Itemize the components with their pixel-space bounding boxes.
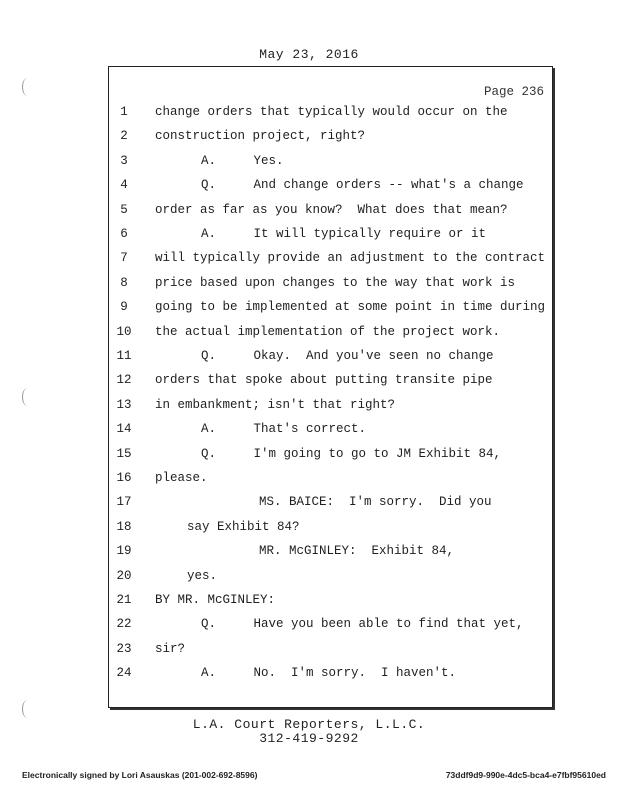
line-number: 6 <box>120 227 128 241</box>
transcript-line <box>109 325 549 345</box>
line-number: 9 <box>120 300 128 315</box>
electronic-signature-note: Electronically signed by Lori Asauskas (201-002-692-8596) <box>22 770 258 780</box>
transcript-line <box>109 227 549 247</box>
line-text: Q. I'm going to go to JM Exhibit 84, <box>201 446 502 461</box>
line-number: 20 <box>116 568 132 583</box>
line-number: 21 <box>116 593 132 607</box>
line-text: construction project, right? <box>155 129 366 144</box>
line-text: BY MR. McGINLEY: <box>155 593 276 607</box>
transcript-line <box>109 276 549 296</box>
line-text: Q. Have you been able to find that yet, <box>201 617 524 632</box>
line-text: sir? <box>155 641 186 656</box>
line-text: order as far as you know? What does that mean? <box>155 202 508 217</box>
line-number: 12 <box>116 373 132 388</box>
footer-phone: 312-419-9292 <box>259 731 359 746</box>
line-text: the actual implementation of the project work. <box>155 324 501 339</box>
transcript-line <box>109 642 549 662</box>
line-number: 15 <box>116 446 132 461</box>
transcript-line <box>109 178 549 198</box>
line-number: 19 <box>116 544 132 559</box>
line-text: A. That's correct. <box>201 422 367 437</box>
transcript-line <box>109 544 549 564</box>
line-number: 10 <box>116 324 132 339</box>
line-text: change orders that typically would occur on the <box>155 105 508 119</box>
line-number: 8 <box>120 275 128 290</box>
line-text: A. It will typically require or it <box>201 227 487 241</box>
punch-hole-mark <box>22 78 33 96</box>
transcript-line <box>109 373 549 393</box>
line-number: 16 <box>116 471 132 485</box>
punch-hole-mark <box>22 700 33 718</box>
line-number: 17 <box>116 495 132 510</box>
transcript-line <box>109 666 549 686</box>
line-number: 24 <box>116 666 132 681</box>
line-text: please. <box>155 471 208 485</box>
transcript-line <box>109 203 549 223</box>
transcript-line <box>109 251 549 271</box>
line-number: 13 <box>116 397 132 412</box>
line-number: 2 <box>120 129 128 144</box>
line-text: say Exhibit 84? <box>187 519 300 534</box>
transcript-line <box>109 349 549 369</box>
punch-hole-mark <box>22 388 33 406</box>
document-id: 73ddf9d9-990e-4dc5-bca4-e7fbf95610ed <box>445 770 606 780</box>
transcript-line <box>109 300 549 320</box>
line-text: Q. Okay. And you've seen no change <box>201 349 494 363</box>
deposition-date: May 23, 2016 <box>259 47 359 62</box>
transcript-line <box>109 569 549 589</box>
transcript-line <box>109 520 549 540</box>
transcript-line <box>109 154 549 174</box>
line-number: 11 <box>116 349 132 363</box>
transcript-line <box>109 495 549 515</box>
line-number: 22 <box>116 617 132 632</box>
transcript-line <box>109 593 549 613</box>
line-number: 4 <box>120 178 128 193</box>
line-number: 14 <box>116 422 132 437</box>
line-text: MR. McGINLEY: Exhibit 84, <box>259 544 455 559</box>
transcript-page-frame <box>108 66 553 708</box>
line-number: 5 <box>120 202 128 217</box>
footer-company: L.A. Court Reporters, L.L.C. <box>192 717 426 732</box>
line-number: 7 <box>120 251 128 266</box>
line-text: MS. BAICE: I'm sorry. Did you <box>259 495 492 510</box>
line-text: A. Yes. <box>201 153 284 168</box>
transcript-line <box>109 471 549 491</box>
transcript-line <box>109 398 549 418</box>
line-text: yes. <box>187 568 218 583</box>
transcript-line <box>109 105 549 125</box>
transcript-line <box>109 447 549 467</box>
line-text: in embankment; isn't that right? <box>155 397 396 412</box>
line-text: price based upon changes to the way that work is <box>155 275 516 290</box>
line-text: orders that spoke about putting transite pipe <box>155 373 493 388</box>
transcript-line <box>109 129 549 149</box>
line-number: 18 <box>116 519 132 534</box>
line-number: 3 <box>120 153 128 168</box>
line-text: Q. And change orders -- what's a change <box>201 178 524 193</box>
line-number: 1 <box>120 105 128 119</box>
page-number: Page 236 <box>483 85 544 99</box>
transcript-line <box>109 422 549 442</box>
line-text: will typically provide an adjustment to the contract <box>155 251 546 266</box>
transcript-line <box>109 617 549 637</box>
line-text: A. No. I'm sorry. I haven't. <box>201 666 457 681</box>
line-text: going to be implemented at some point in time during <box>155 300 546 315</box>
line-number: 23 <box>116 641 132 656</box>
